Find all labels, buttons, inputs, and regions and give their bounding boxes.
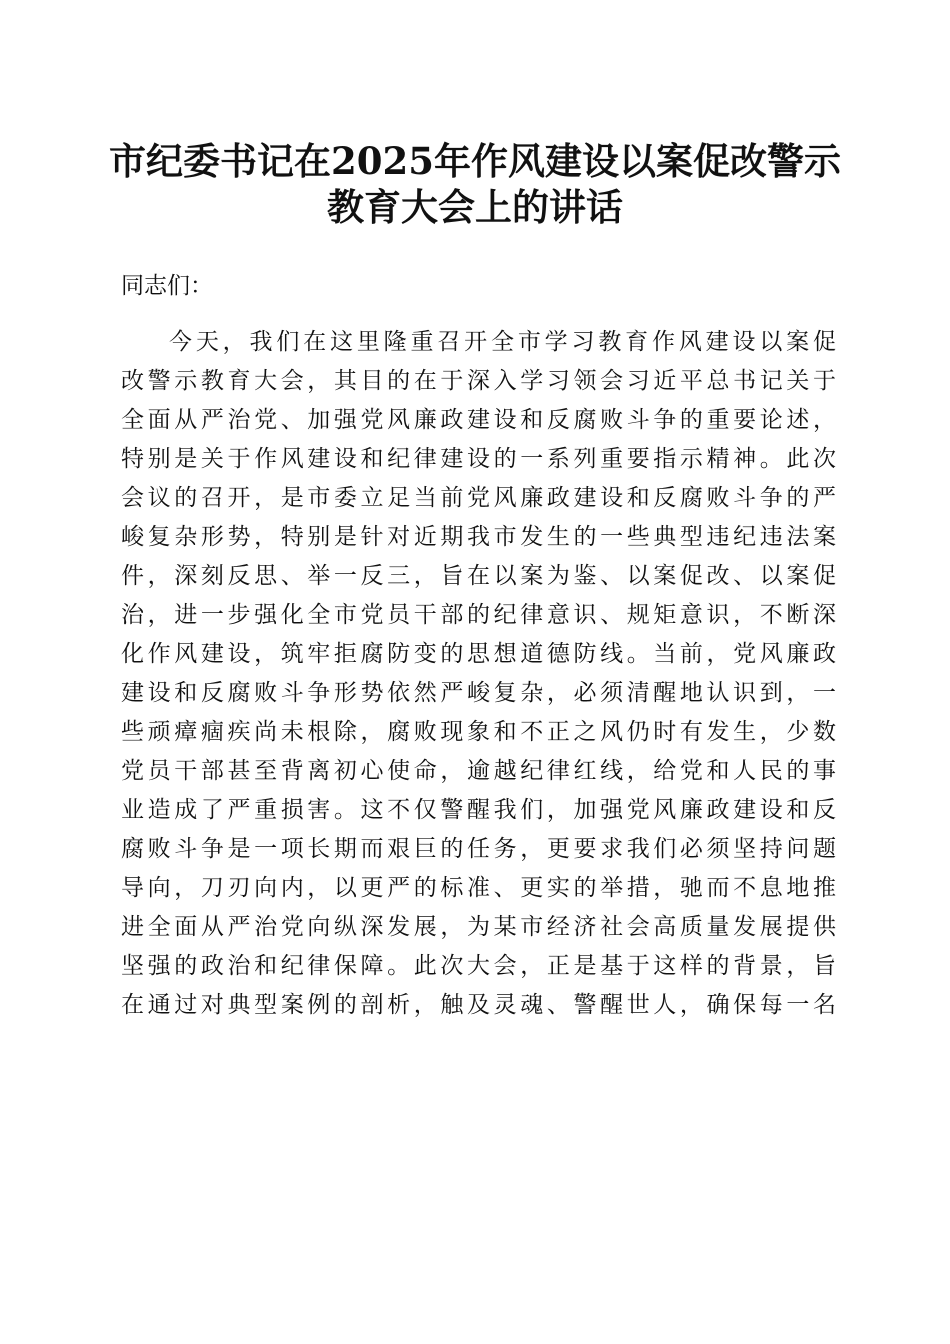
paragraph-line: 治，进一步强化全市党员干部的纪律意识、规矩意识，不断深 — [121, 602, 836, 628]
salutation: 同志们： — [121, 273, 213, 299]
paragraph-line: 党员干部甚至背离初心使命，逾越纪律红线，给党和人民的事 — [121, 758, 836, 784]
paragraph-line: 坚强的政治和纪律保障。此次大会，正是基于这样的背景，旨 — [121, 953, 836, 979]
paragraph-line: 今天，我们在这里隆重召开全市学习教育作风建设以案促 — [169, 329, 836, 355]
document-title — [100, 138, 850, 230]
paragraph-line: 会议的召开，是市委立足当前党风廉政建设和反腐败斗争的严 — [121, 485, 836, 511]
paragraph-line: 峻复杂形势，特别是针对近期我市发生的一些典型违纪违法案 — [121, 524, 836, 550]
paragraph-line: 件，深刻反思、举一反三，旨在以案为鉴、以案促改、以案促 — [121, 563, 836, 589]
body-paragraph — [121, 323, 836, 1025]
paragraph-line: 全面从严治党、加强党风廉政建设和反腐败斗争的重要论述， — [121, 407, 836, 433]
paragraph-line: 些顽瘴痼疾尚未根除，腐败现象和不正之风仍时有发生，少数 — [121, 719, 836, 745]
paragraph-line: 改警示教育大会，其目的在于深入学习领会习近平总书记关于 — [121, 368, 836, 394]
paragraph-line: 在通过对典型案例的剖析，触及灵魂、警醒世人，确保每一名 — [121, 992, 836, 1018]
paragraph-line: 进全面从严治党向纵深发展，为某市经济社会高质量发展提供 — [121, 914, 836, 940]
paragraph-line: 特别是关于作风建设和纪律建设的一系列重要指示精神。此次 — [121, 446, 836, 472]
title-line-1: 市纪委书记在2025年作风建设以案促改警示 — [109, 139, 841, 183]
paragraph-line: 建设和反腐败斗争形势依然严峻复杂，必须清醒地认识到，一 — [121, 680, 836, 706]
paragraph-line: 导向，刀刃向内，以更严的标准、更实的举措，驰而不息地推 — [121, 875, 836, 901]
title-line-2: 教育大会上的讲话 — [327, 185, 623, 229]
paragraph-line: 腐败斗争是一项长期而艰巨的任务，更要求我们必须坚持问题 — [121, 836, 836, 862]
paragraph-line: 化作风建设，筑牢拒腐防变的思想道德防线。当前，党风廉政 — [121, 641, 836, 667]
paragraph-line: 业造成了严重损害。这不仅警醒我们，加强党风廉政建设和反 — [121, 797, 836, 823]
